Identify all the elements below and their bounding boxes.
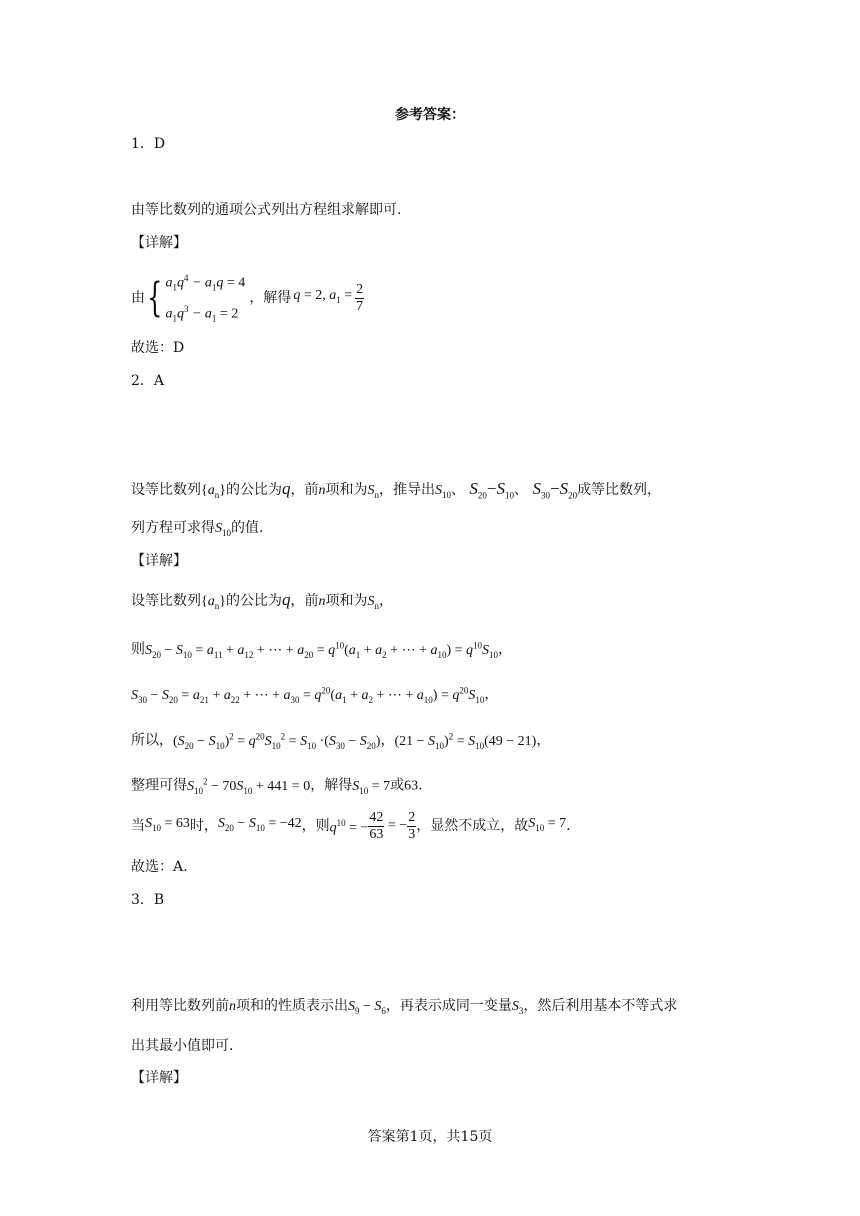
q2-line4: 所以，$(S_{20} - S_{10})^2 = q^{20}S_{10}^2 = S_{10} \cdot(S_{30} - S_{20})$，$(21 - S_{10})^2 = S_{10}(49 - 21)$， xyxy=(131,731,551,751)
page-title: 参考答案： xyxy=(395,107,465,123)
q1-solution: 由 { $a_1q^4 - a_1q = 4$ $a_1q^3 - a_1 = 2$ ，解得 q = 2, $a_1$ = $\frac{2}{7}$ xyxy=(131,274,364,322)
q1-detail-heading: 【详解】 xyxy=(131,235,187,251)
q2-hint: 设等比数列$\{a_n\}$的公比为q，前n项和为$S_n$，推导出$S_{10}$、 $S_{20}-S_{10}$、 $S_{30}-S_{20}$成等比数列， xyxy=(131,479,662,501)
q3-detail-heading: 【详解】 xyxy=(131,1070,187,1086)
equation-system: { $a_1q^4 - a_1q = 4$ $a_1q^3 - a_1 = 2$ xyxy=(147,272,246,324)
q2-line3: $S_{30} - S_{20} = a_{21} + a_{22}$ + ⋯ + $a_{30} = q^{20}(a_1 + a_2$ + ⋯ + $a_{10}) = q^{20}S_{10}$， xyxy=(131,685,499,705)
q3-answer-label: 3．B xyxy=(131,892,165,908)
q2-detail-heading: 【详解】 xyxy=(131,553,187,569)
q2-line5: 整理可得$S_{10}^2 - 70S_{10} + 441 = 0$，解得$S_{10} = 7$或63. xyxy=(131,776,423,796)
q1-solve-text: ，解得 xyxy=(249,290,292,306)
q2-choice: 故选：A. xyxy=(131,859,188,875)
q2-answer-label: 2．A xyxy=(131,373,165,389)
fraction-42-63: $\frac{42}{63}$ xyxy=(369,809,384,842)
q2-line6: 当 $S_{10} = 63$ 时， $S_{20} - S_{10} = -42$ ，则 $q^{10}$ = − $\frac{42}{63}$ = − $\frac{2}{3}$ ，显然不成立，故 $S_{10} = 7$ . xyxy=(131,809,571,842)
q1-you-text: 由 xyxy=(131,290,145,306)
fraction-2-7: $\frac{2}{7}$ xyxy=(356,281,364,314)
q3-hint: 利用等比数列前n项和的性质表示出$S_9 - S_6$，再表示成同一变量$S_3$，然后利用基本不等式求 xyxy=(131,998,678,1016)
q1-hint: 由等比数列的通项公式列出方程组求解即可. xyxy=(131,202,402,218)
q3-hint-line2: 出其最小值即可. xyxy=(131,1038,234,1054)
fraction-2-3: $\frac{2}{3}$ xyxy=(408,809,416,842)
page-footer: 答案第1页，共15页 xyxy=(367,1129,493,1145)
q2-hint-line2: 列方程可求得$S_{10}$的值. xyxy=(131,520,264,538)
q2-line1: 设等比数列$\{a_n\}$的公比为q，前n项和为$S_n$， xyxy=(131,590,393,611)
q1-answer-label: 1．D xyxy=(131,136,166,152)
q1-choice: 故选：D xyxy=(131,340,185,356)
q2-line2: 则$S_{20} - S_{10} = a_{11} + a_{12}$ + ⋯ + $a_{20} = q^{10}(a_1 + a_2$ + ⋯ + $a_{10}) = q^{10}S_{10}$， xyxy=(131,640,513,660)
